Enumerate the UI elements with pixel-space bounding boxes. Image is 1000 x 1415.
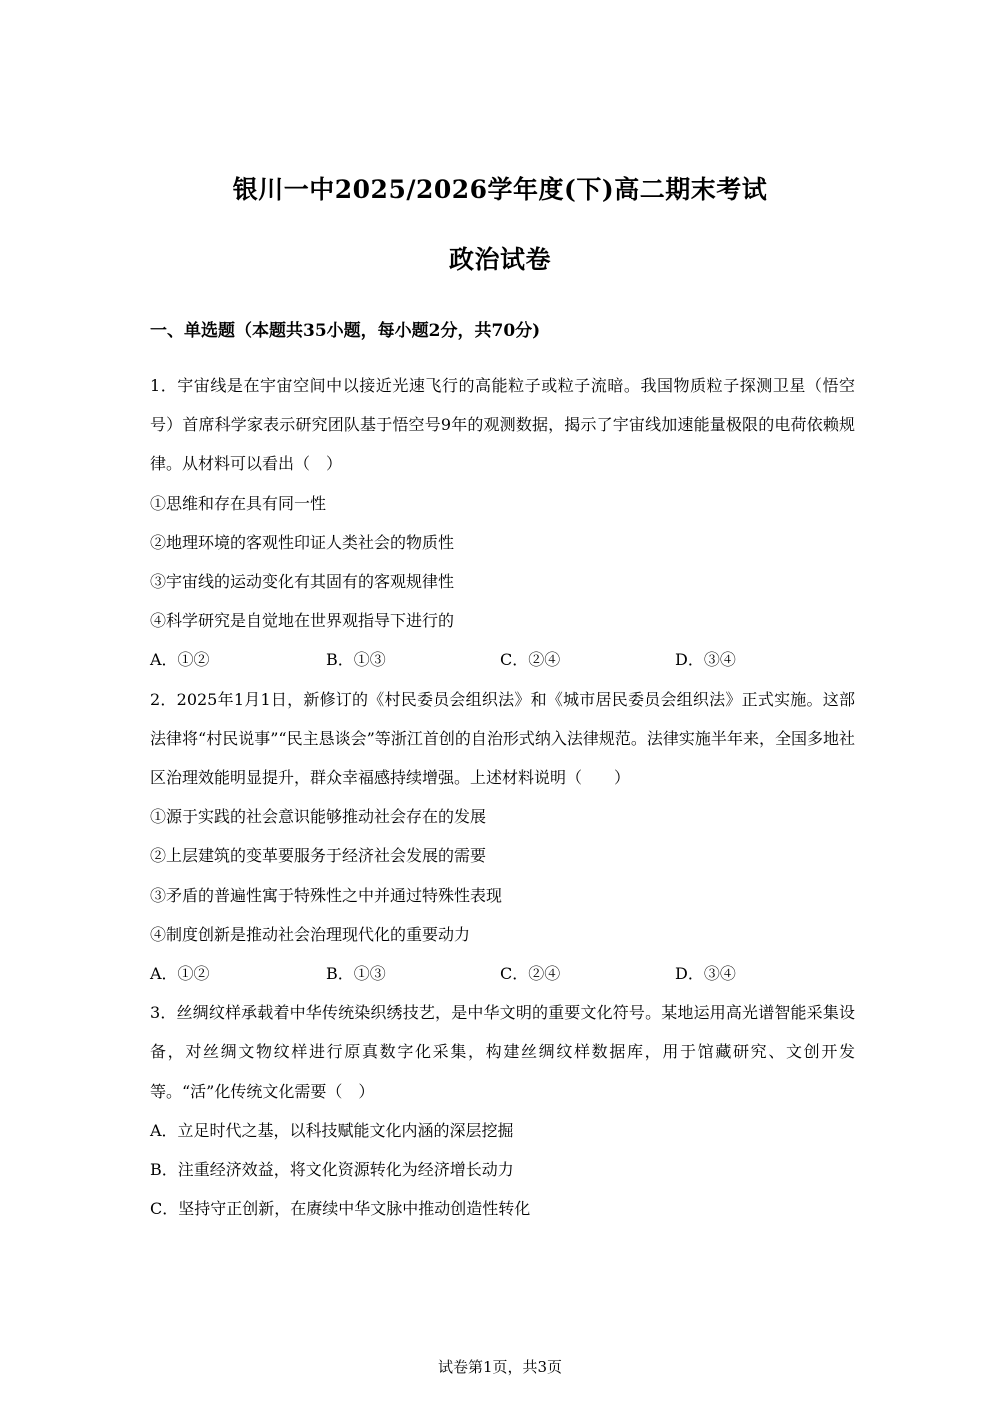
choice-c[interactable]: C．②④ bbox=[500, 963, 561, 983]
choice-a[interactable]: A．立足时代之基，以科技赋能文化内涵的深层挖掘 bbox=[150, 1120, 514, 1140]
choice-d[interactable]: D．③④ bbox=[675, 963, 736, 983]
choice-c[interactable]: C．②④ bbox=[500, 650, 561, 670]
statement-item: ②地理环境的客观性印证人类社会的物质性 bbox=[150, 532, 455, 552]
statement-item: ①思维和存在具有同一性 bbox=[150, 493, 327, 513]
question-2 bbox=[150, 680, 855, 994]
page-footer: 试卷第1页，共3页 bbox=[437, 1358, 563, 1376]
question-1 bbox=[150, 366, 855, 680]
exam-title: 银川一中2025/2026学年度(下)高二期末考试 bbox=[232, 175, 768, 204]
choice-b[interactable]: B．注重经济效益，将文化资源转化为经济增长动力 bbox=[150, 1159, 514, 1179]
statement-item: ③矛盾的普遍性寓于特殊性之中并通过特殊性表现 bbox=[150, 885, 503, 905]
question-stem: 2．2025年1月1日，新修订的《村民委员会组织法》和《城市居民委员会组织法》正式实施。这部法律将“村民说事”“民主恳谈会”等浙江首创的自治形式纳入法律规范。法律实施半年来，全国多地社区治理效能明显提升，群众幸福感持续增强。上述材料说明（ ） bbox=[150, 689, 855, 787]
statement-item: ③宇宙线的运动变化有其固有的客观规律性 bbox=[150, 571, 455, 591]
answer-choices bbox=[150, 954, 855, 993]
choice-c[interactable]: C．坚持守正创新，在赓续中华文脉中推动创造性转化 bbox=[150, 1199, 531, 1219]
exam-subject: 政治试卷 bbox=[448, 245, 551, 274]
statement-item: ④制度创新是推动社会治理现代化的重要动力 bbox=[150, 924, 471, 944]
section-heading: 一、单选题（本题共35小题，每小题2分，共70分) bbox=[150, 321, 541, 341]
statement-item: ①源于实践的社会意识能够推动社会存在的发展 bbox=[150, 807, 487, 827]
choice-a[interactable]: A．①② bbox=[150, 963, 210, 983]
questions-container bbox=[150, 366, 855, 1228]
statement-item: ④科学研究是自觉地在世界观指导下进行的 bbox=[150, 611, 455, 631]
choice-a[interactable]: A．①② bbox=[150, 650, 210, 670]
statement-item: ②上层建筑的变革要服务于经济社会发展的需要 bbox=[150, 846, 487, 866]
question-stem: 1．宇宙线是在宇宙空间中以接近光速飞行的高能粒子或粒子流暗。我国物质粒子探测卫星（悟空号）首席科学家表示研究团队基于悟空号9年的观测数据，揭示了宇宙线加速能量极限的电荷依赖规律。从材料可以看出（ ） bbox=[150, 376, 855, 474]
choice-b[interactable]: B．①③ bbox=[326, 963, 386, 983]
choice-b[interactable]: B．①③ bbox=[326, 650, 386, 670]
choice-d[interactable]: D．③④ bbox=[675, 650, 736, 670]
answer-choices bbox=[150, 640, 855, 679]
question-3 bbox=[150, 993, 855, 1228]
question-stem: 3．丝绸纹样承载着中华传统染织绣技艺，是中华文明的重要文化符号。某地运用高光谱智能采集设备，对丝绸文物纹样进行原真数字化采集，构建丝绸纹样数据库，用于馆藏研究、文创开发等。“活”化传统文化需要（ ） bbox=[150, 1003, 855, 1101]
